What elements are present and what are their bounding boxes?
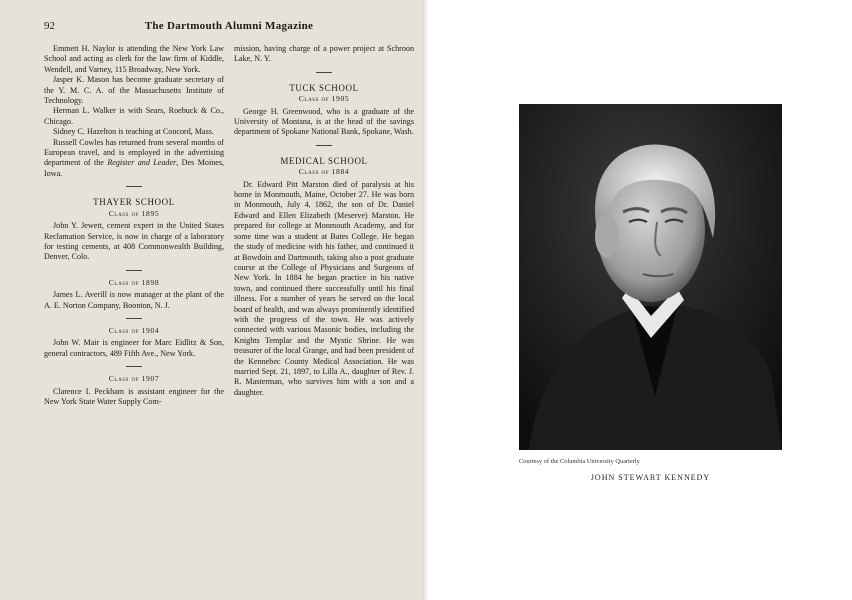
cowles-text-b: , Des Moines, Iowa. bbox=[44, 158, 225, 178]
section-rule bbox=[126, 270, 142, 271]
class-1904-heading: Class of 1904 bbox=[108, 325, 160, 335]
cowles-text-a: Russell Cowles has returned from several months of European travel, and is employed in the advertising department of the bbox=[44, 137, 224, 168]
paragraph-peckham-continued: mission, having charge of a power project at Schroon Lake, N. Y. bbox=[234, 44, 414, 64]
paragraph-jewett: John Y. Jewett, cement expert in the United States Reclamation Service, is now in charge of a laboratory for testing cements, at 408 Commonwealth Building, Denver, Colo. bbox=[44, 221, 224, 262]
paragraph-naylor: Emmett H. Naylor is attending the New York Law School and acting as clerk for the law firm of Kiddle, Wendell, and Varney, 115 Broadway, New York. bbox=[44, 44, 224, 74]
medical-school-heading: MEDICAL SCHOOL bbox=[280, 155, 368, 166]
section-rule bbox=[316, 72, 332, 73]
right-column bbox=[234, 44, 414, 398]
portrait-photo bbox=[519, 104, 782, 450]
paragraph-cowles bbox=[44, 138, 224, 180]
paragraph-hazelton: Sidney C. Hazelton is teaching at Concord, Mass. bbox=[53, 127, 214, 137]
paragraph-walker: Herman L. Walker is with Sears, Roebuck & Co., Chicago. bbox=[44, 106, 224, 126]
tuck-school-heading: TUCK SCHOOL bbox=[289, 82, 359, 93]
paragraph-averill: James L. Averill is now manager at the plant of the A. E. Norton Company, Boonton, N. J. bbox=[44, 290, 224, 310]
section-rule bbox=[316, 145, 332, 146]
section-rule bbox=[126, 318, 142, 319]
class-1905-heading: Class of 1905 bbox=[298, 94, 350, 104]
class-1895-heading: Class of 1895 bbox=[108, 208, 160, 218]
class-1884-heading: Class of 1884 bbox=[298, 167, 350, 177]
page-number: 92 bbox=[44, 20, 55, 32]
magazine-title: The Dartmouth Alumni Magazine bbox=[144, 20, 314, 32]
class-1907-heading: Class of 1907 bbox=[108, 374, 160, 384]
paragraph-greenwood: George H. Greenwood, who is a graduate of the University of Montana, is at the head of the savings department of Spokane National Bank, Spokane, Wash. bbox=[234, 106, 414, 137]
section-rule bbox=[126, 186, 142, 187]
paragraph-mair: John W. Mair is engineer for Marc Eidlitz & Son, general contractors, 489 Fifth Ave., New York. bbox=[44, 338, 224, 358]
photo-credit: Courtesy of the Columbia University Quarterly bbox=[519, 458, 640, 465]
section-rule bbox=[126, 366, 142, 367]
portrait-illustration bbox=[519, 104, 782, 450]
paragraph-mason: Jasper K. Mason has become graduate secretary of the Y. M. C. A. of the Massachusetts Institute of Technology. bbox=[44, 75, 224, 106]
ear bbox=[595, 214, 619, 258]
paragraph-marston: Dr. Edward Pitt Marston died of paralysis at his home in Monmouth, Maine, October 27. He was born in Monmouth, July 4, 1862, the son of Dr. Daniel Edward and Ellen Elizabeth (Meserve) Marston. He prepared for college at Monmouth Academy, and for some time was a student at Bates College. He began the study of medicine with his father, and continued it at Bowdoin and Dartmouth, taking also a post graduate course at the College of Physicians and Surgeons of New York. In 1884 he began practice in his native town, and continued there successfully until his final illness. For a number of years he served on the local board of health, and was always prominently identified with the progress of the town. He was actively connected with various Masonic bodies, including the Knights Templar and the Mystic Shrine. He was treasurer of the local Grange, and had been president of the Kennebec County Medical Association. He was married Sept. 21, 1897, to Lilla A., daughter of Rev. J. R. Masterman, who survives him with a son and a daughter. bbox=[234, 179, 414, 397]
class-1898-heading: Class of 1898 bbox=[108, 277, 160, 287]
left-column bbox=[44, 44, 224, 407]
paragraph-peckham: Clarence I. Peckham is assistant engineer for the New York State Water Supply Com- bbox=[44, 386, 224, 406]
portrait-caption: JOHN STEWART KENNEDY bbox=[590, 473, 711, 482]
running-head bbox=[44, 20, 414, 36]
thayer-school-heading: THAYER SCHOOL bbox=[93, 197, 175, 208]
newspaper-title: Register and Leader bbox=[107, 158, 177, 168]
